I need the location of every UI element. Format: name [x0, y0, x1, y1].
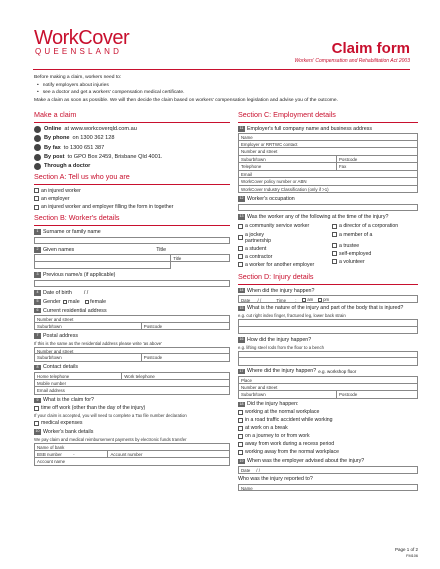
form-title: Claim form	[331, 40, 410, 57]
question-18: 18 Did the injury happen:	[239, 401, 299, 408]
checkbox[interactable]	[238, 410, 243, 415]
worker-type-option[interactable]: self-employed	[332, 251, 418, 257]
checkbox[interactable]	[238, 246, 243, 251]
question-16: 16 How did the injury happen?	[239, 336, 312, 343]
account-number-field[interactable]: Account number	[108, 451, 230, 459]
worker-type-option[interactable]: a director of a corporation	[332, 223, 418, 229]
policy-number-field[interactable]: WorkCover policy number or ABN	[238, 178, 418, 186]
contact-post: By post to GPO Box 2459, Brisbane Qld 4001.	[34, 154, 230, 161]
residential-postcode-field[interactable]: Postcode	[142, 323, 230, 331]
checkbox[interactable]	[332, 224, 337, 229]
occupation-field[interactable]	[238, 204, 418, 212]
employer-contact-field[interactable]: Employer or RRTWC contact	[238, 141, 418, 149]
left-column	[34, 111, 230, 466]
checkbox[interactable]	[238, 450, 243, 455]
question-19: 19 When was the employer advised about the injury?	[239, 458, 365, 465]
mail-icon	[34, 154, 41, 161]
claim-note: If your claim is accepted, you will need to complete a Tax file number declaration	[34, 413, 187, 419]
question-13: 13 Was the worker any of the following at the time of the injury?	[239, 213, 389, 220]
gender-male[interactable]: male	[63, 299, 80, 305]
pm-option[interactable]: pm	[318, 297, 330, 303]
checkbox[interactable]	[302, 298, 306, 302]
home-telephone-field[interactable]: Home telephone	[34, 372, 122, 380]
section-a-heading: Section A: Tell us who you are	[34, 173, 230, 185]
injury-postcode-field[interactable]: Postcode	[337, 391, 418, 399]
dob-field[interactable]: / /	[83, 289, 89, 296]
given-names-field[interactable]	[34, 254, 171, 262]
surname-field[interactable]	[34, 237, 230, 245]
worker-type-option[interactable]: a worker for another employer	[238, 262, 324, 268]
intro-bullet: • notify employers about injuries	[44, 82, 414, 90]
checkbox[interactable]	[34, 196, 39, 201]
checkbox[interactable]	[238, 224, 243, 229]
injury-how-field-2[interactable]	[238, 358, 418, 366]
checkbox[interactable]	[238, 418, 243, 423]
contact-phone: By phone on 1300 362 128	[34, 135, 230, 142]
title-field[interactable]: Title	[171, 254, 230, 262]
employer-postcode-field[interactable]: Postcode	[337, 156, 418, 164]
work-telephone-field[interactable]: Work telephone	[122, 372, 230, 380]
bank-note: We pay claim and medical reimbursement payments by electronic funds transfer	[34, 436, 187, 442]
role-option[interactable]: an injured worker and employer filling the form in together	[34, 204, 230, 210]
question-6: 6 Current residential address	[34, 308, 230, 314]
question-17: 17 Where did the injury happen? e.g. workshop floor	[239, 368, 357, 375]
injury-nature-field[interactable]	[238, 319, 418, 327]
injury-suburb-field[interactable]: Suburb/town	[238, 391, 337, 399]
question-2: 2 Given names Title	[34, 247, 230, 253]
postal-note: If this is the same as the residential address please write 'as above'	[34, 340, 162, 346]
question-9: 9 What is the claim for?	[34, 397, 230, 403]
claim-time-off[interactable]: time off work (other than the day of the injury)	[34, 405, 230, 411]
reported-to-name-field[interactable]: Name	[238, 484, 418, 492]
doctor-icon	[34, 163, 41, 170]
question-7: 7 Postal address	[34, 333, 230, 339]
injury-date-time-field[interactable]: Date / / Time : am pm	[238, 295, 418, 303]
intro-line1: Before making a claim, workers need to:	[34, 75, 122, 80]
injury-nature-field-2[interactable]	[238, 327, 418, 335]
role-option[interactable]: an employer	[34, 196, 230, 202]
intro-bullets	[34, 82, 414, 97]
injury-how-example: e.g. lifting steel rods from the floor to a bench	[238, 344, 324, 350]
checkbox[interactable]	[238, 434, 243, 439]
industry-classification-field[interactable]: WorkCover Industry Classification (only if >1)	[238, 186, 418, 194]
question-11: 11 Employer's full company name and business address	[239, 125, 372, 132]
injury-how-field[interactable]	[238, 351, 418, 359]
header-divider	[33, 69, 410, 70]
checkbox[interactable]	[332, 251, 337, 256]
globe-icon	[34, 126, 41, 133]
question-5: 5 Gender male female	[34, 299, 230, 305]
email-field[interactable]: Email address	[34, 387, 230, 395]
checkbox[interactable]	[238, 235, 243, 240]
section-d-heading: Section D: Injury details	[238, 273, 418, 285]
injury-street-field[interactable]: Number and street	[238, 384, 418, 392]
checkbox[interactable]	[332, 243, 337, 248]
employer-telephone-field[interactable]: Telephone	[238, 163, 337, 171]
postal-postcode-field[interactable]: Postcode	[142, 354, 230, 362]
am-option[interactable]: am	[302, 297, 314, 303]
injury-circumstance-option[interactable]: in a road traffic accident while working	[238, 417, 418, 423]
gender-female[interactable]: female	[85, 299, 106, 305]
section-c-heading: Section C: Employment details	[238, 111, 418, 123]
intro-line2: Make a claim as soon as possible. We will then decide the claim based on workers' compensation legislation and advise you of the outcome.	[34, 97, 338, 103]
checkbox[interactable]	[34, 406, 39, 411]
checkbox[interactable]	[238, 442, 243, 447]
form-code: FM106	[406, 554, 418, 558]
worker-type-option[interactable]: a volunteer	[332, 259, 418, 265]
injury-circumstance-option[interactable]: working away from the normal workplace	[238, 449, 418, 455]
given-names-field-2[interactable]	[34, 262, 171, 270]
employer-suburb-field[interactable]: Suburb/town	[238, 156, 337, 164]
intro-text	[34, 74, 414, 104]
checkbox[interactable]	[85, 300, 89, 304]
residential-suburb-field[interactable]: Suburb/town	[34, 323, 142, 331]
question-15: 15 What is the nature of the injury and part of the body that is injured?	[239, 305, 404, 312]
right-column	[238, 111, 418, 491]
logo-queensland: QUEENSLAND	[35, 47, 123, 56]
question-8: 8 Contact details	[34, 364, 230, 370]
checkbox[interactable]	[34, 205, 39, 210]
logo-workcover: WorkCover	[34, 27, 130, 49]
advised-date-field[interactable]: Date / /	[238, 466, 418, 474]
contact-online: Online at www.workcoverqld.com.au	[34, 126, 230, 133]
intro-bullet: • see a doctor and get a workers' compensation medical certificate.	[44, 89, 414, 97]
page-number: Page 1 of 2	[394, 547, 418, 552]
injury-circumstance-option[interactable]: at work on a break	[238, 425, 418, 431]
bank-name-field[interactable]: Name of bank	[34, 443, 230, 451]
contact-doctor: Through a doctor	[34, 163, 230, 170]
employer-email-field[interactable]: Email	[238, 171, 418, 179]
question-10: 10 Worker's bank details	[35, 429, 94, 436]
employer-name-field[interactable]: Name	[238, 133, 418, 141]
employer-fax-field[interactable]: Fax	[337, 163, 418, 171]
contact-fax: By fax to 1300 651 387	[34, 144, 230, 151]
worker-type-option[interactable]: a trustee	[332, 243, 418, 249]
checkbox[interactable]	[238, 254, 243, 259]
injury-circumstance-option[interactable]: working at the normal workplace	[238, 409, 418, 415]
reported-to-label: Who was the injury reported to?	[238, 476, 313, 483]
checkbox[interactable]	[332, 259, 337, 264]
checkbox[interactable]	[318, 298, 322, 302]
question-3: 3 Previous name/s (if applicable)	[34, 272, 230, 278]
worker-type-option[interactable]: a student	[238, 246, 324, 252]
worker-type-option[interactable]: a member of a	[332, 232, 418, 238]
previous-names-field[interactable]	[34, 280, 230, 288]
role-option[interactable]: an injured worker	[34, 188, 230, 194]
phone-icon	[34, 135, 41, 142]
checkbox[interactable]	[34, 421, 39, 426]
fax-icon	[34, 144, 41, 151]
injury-nature-example: e.g. cut right index finger, fractured leg, lower back strain	[238, 313, 346, 319]
question-1: 1 Surname or family name	[34, 229, 230, 235]
worker-type-option[interactable]: a jockey partnership	[238, 232, 324, 244]
injury-place-field[interactable]: Place	[238, 376, 418, 384]
injury-circumstance-option[interactable]: away from work during a recess period	[238, 441, 418, 447]
form-subtitle: Workers' Compensation and Rehabilitation Act 2003	[294, 58, 410, 64]
mobile-field[interactable]: Mobile number	[34, 380, 230, 388]
question-14: 14 When did the injury happen?	[239, 287, 315, 294]
employer-street-field[interactable]: Number and street	[238, 148, 418, 156]
injury-circumstance-option[interactable]: on a journey to or from work	[238, 433, 418, 439]
account-name-field[interactable]: Account name	[34, 458, 230, 466]
postal-suburb-field[interactable]: Suburb/town	[34, 354, 142, 362]
question-12: 12 Worker's occupation	[239, 195, 295, 202]
checkbox[interactable]	[332, 232, 337, 237]
worker-type-option[interactable]: a community service worker	[238, 223, 324, 229]
section-b-heading: Section B: Worker's details	[34, 214, 230, 226]
checkbox[interactable]	[238, 426, 243, 431]
checkbox[interactable]	[238, 262, 243, 267]
worker-type-option[interactable]: a contractor	[238, 254, 324, 260]
checkbox[interactable]	[63, 300, 67, 304]
residential-street-field[interactable]: Number and street	[34, 315, 230, 323]
postal-street-field[interactable]: Number and street	[34, 347, 230, 355]
question-4: 4 Date of birth / /	[34, 290, 230, 296]
checkbox[interactable]	[34, 188, 39, 193]
claim-medical[interactable]: medical expenses	[34, 420, 230, 426]
make-claim-heading: Make a claim	[34, 111, 230, 123]
bsb-field[interactable]: BSB number -	[34, 451, 108, 459]
